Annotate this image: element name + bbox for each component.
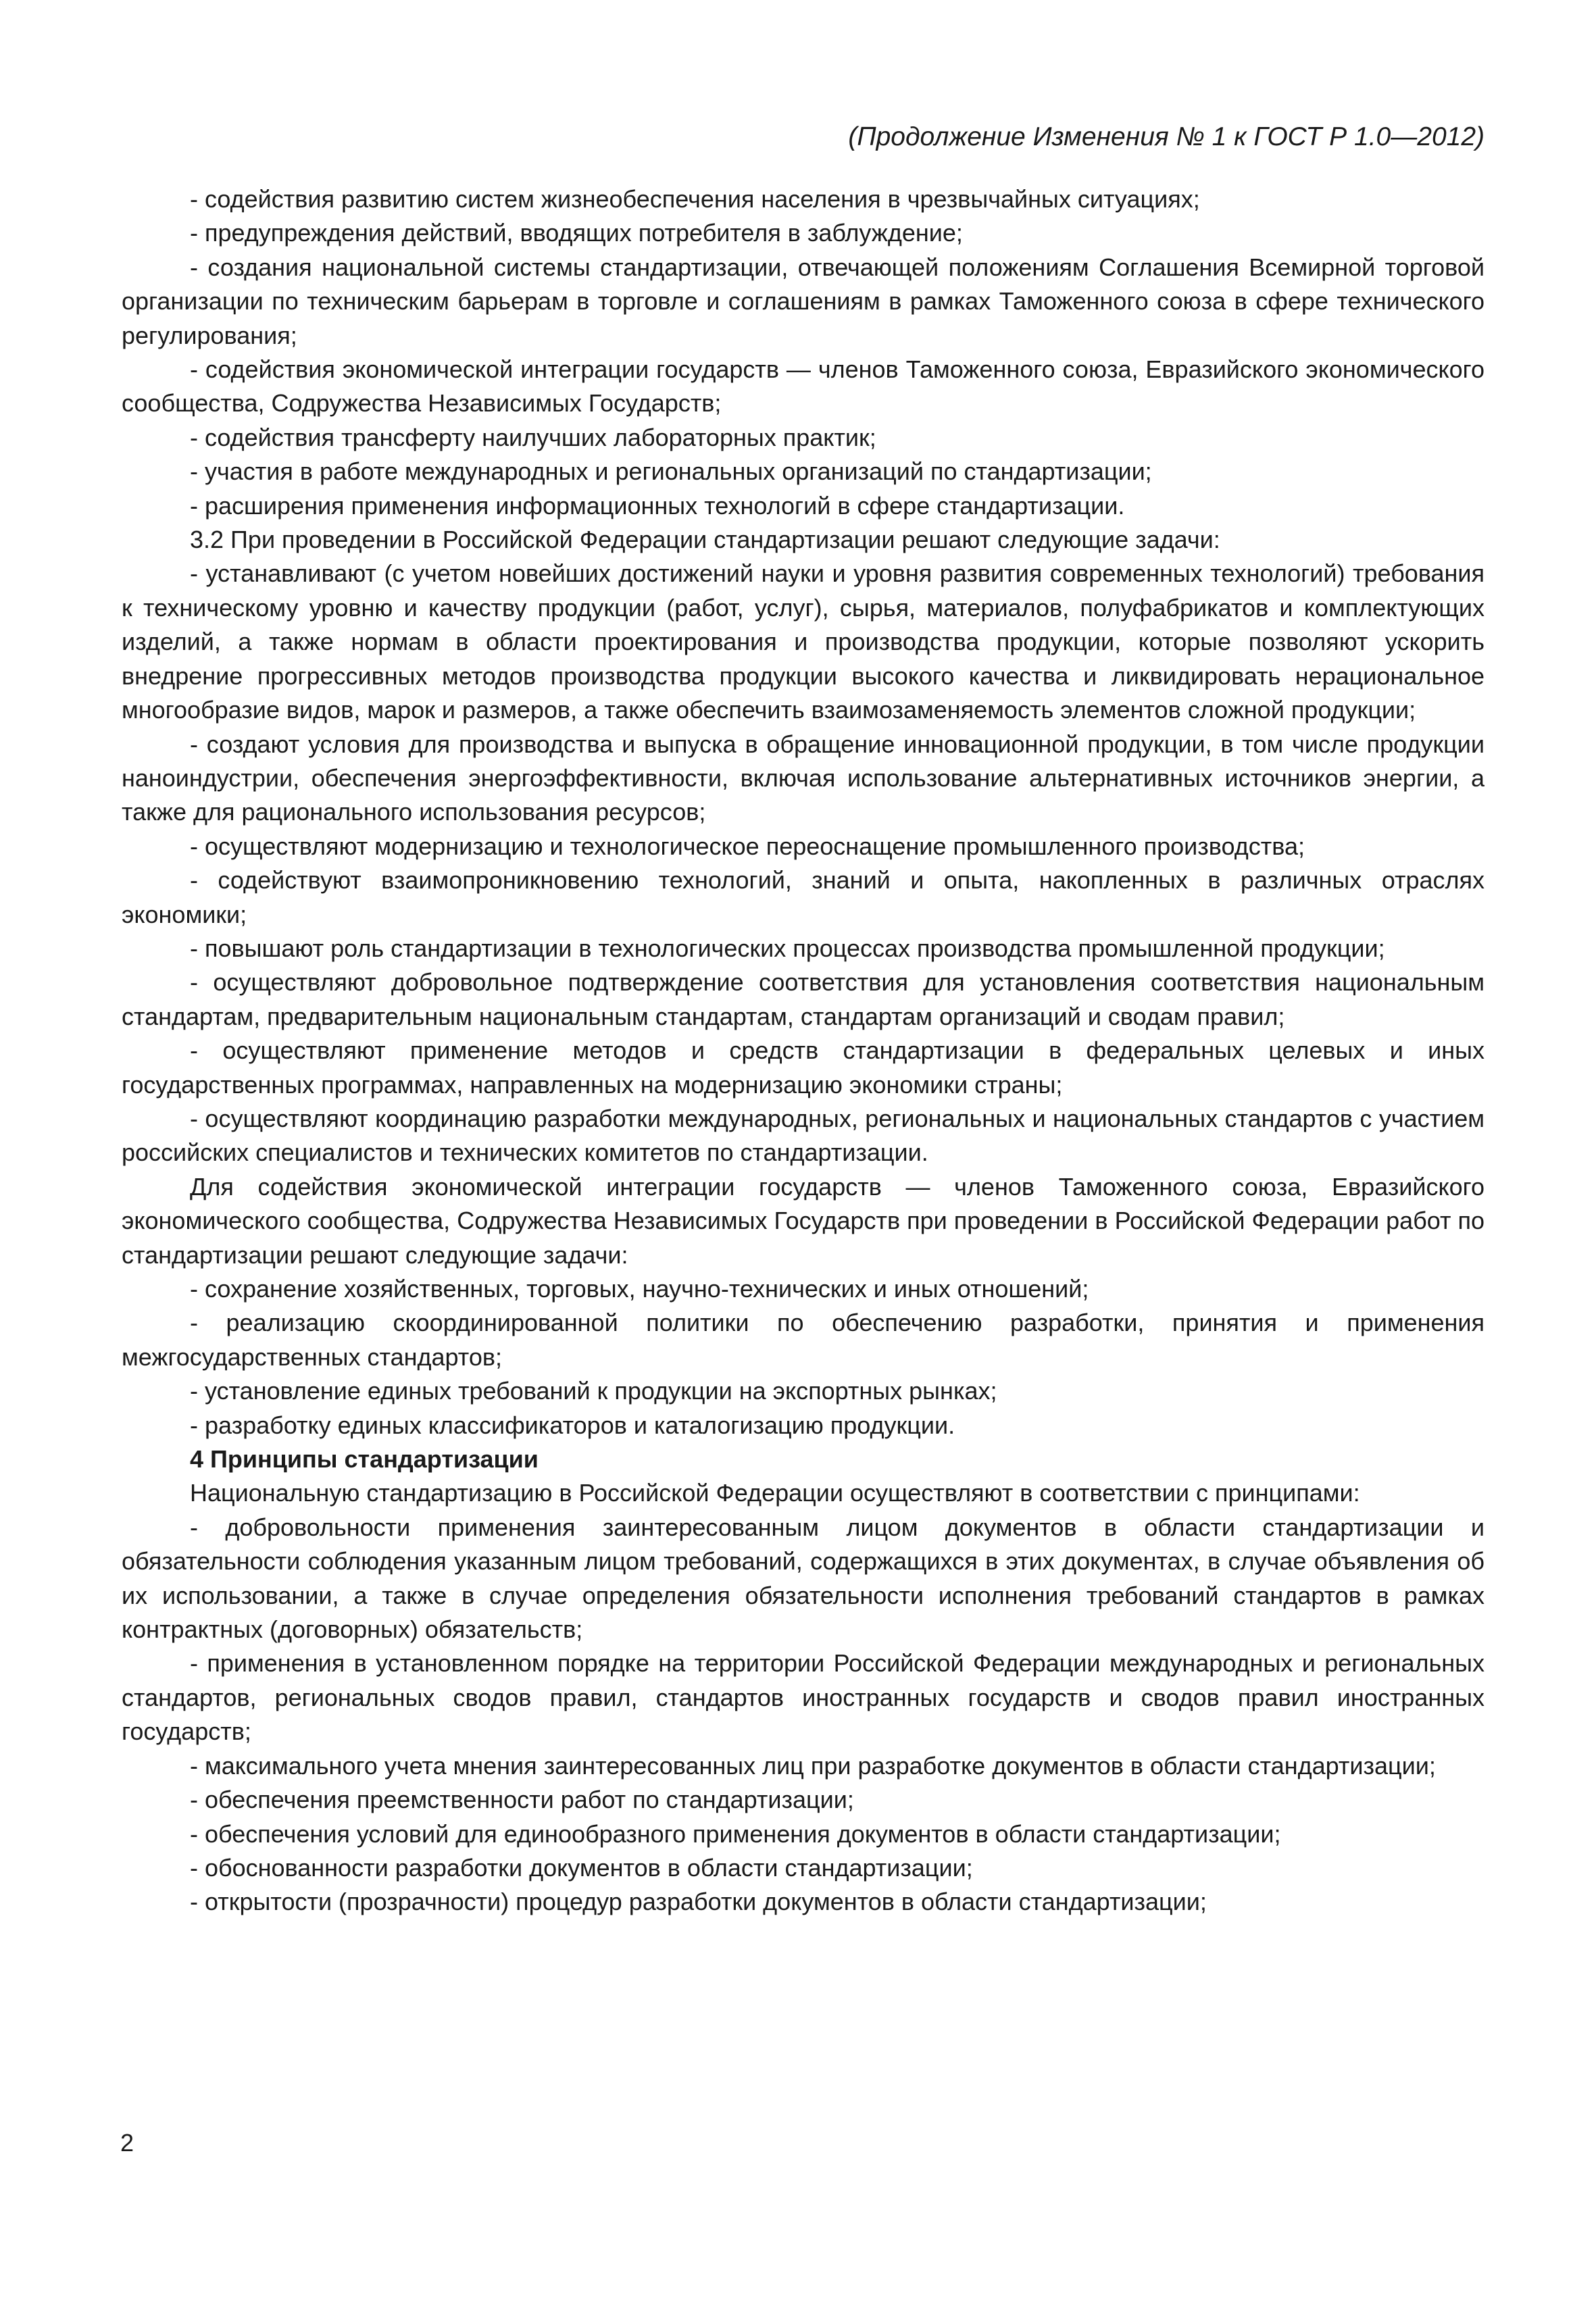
paragraph: - осуществляют модернизацию и технологическое переоснащение промышленного производства; [190,832,1305,860]
paragraph: - осуществляют координацию разработки международных, региональных и национальных стандартов с участием российских специалистов и технических комитетов по стандартизации. [122,1104,1485,1167]
paragraph: - создают условия для производства и выпуска в обращение инновационной продукции, в том числе продукции наноиндустрии, обеспечения энергоэффективности, включая использование альтернативных источников энергии, а также для рационального использования ресурсов; [122,730,1485,826]
paragraph: - содействия развитию систем жизнеобеспечения населения в чрезвычайных ситуациях; [190,185,1200,213]
paragraph: - открытости (прозрачности) процедур разработки документов в области стандартизации; [190,1888,1207,1916]
paragraph: - предупреждения действий, вводящих потребителя в заблуждение; [190,219,963,247]
paragraph: - содействуют взаимопроникновению технологий, знаний и опыта, накопленных в различных отраслях экономики; [122,866,1485,928]
paragraph: - обеспечения преемственности работ по стандартизации; [190,1786,854,1814]
paragraph: - обеспечения условий для единообразного применения документов в области стандартизации; [190,1819,1281,1848]
paragraph: - устанавливают (с учетом новейших достижений науки и уровня развития современных технологий) требования к техническому уровню и качеству продукции (работ, услуг), сырья, материалов, полуфабрикатов и комплектующих изделий, а также нормам в области проектирования и производства продукции, которые позволяют ускорить внедрение прогрессивных методов производства продукции высокого качества и ликвидировать нерациональное многообразие видов, марок и размеров, а также обеспечить взаимозаменяемость элементов сложной продукции; [122,559,1485,724]
paragraph: Для содействия экономической интеграции государств — членов Таможенного союза, Евразийского экономического сообщества, Содружества Независимых Государств при проведении в Российской Федерации работ по стандартизации решают следующие задачи: [122,1172,1485,1269]
paragraph: - содействия трансферту наилучших лабораторных практик; [190,423,876,451]
paragraph: - осуществляют применение методов и средств стандартизации в федеральных целевых и иных государственных программах, направленных на модернизацию экономики страны; [122,1036,1485,1099]
section-heading: 4 Принципы стандартизации [190,1445,539,1474]
paragraph: - сохранение хозяйственных, торговых, научно-технических и иных отношений; [190,1275,1089,1303]
paragraph: - разработку единых классификаторов и каталогизацию продукции. [190,1411,955,1439]
paragraph: - содействия экономической интеграции государств — членов Таможенного союза, Евразийского экономического сообщества, Содружества Независимых Государств; [122,355,1485,418]
paragraph: - участия в работе международных и региональных организаций по стандартизации; [190,457,1152,486]
paragraph: - добровольности применения заинтересованным лицом документов в области стандартизации и обязательности соблюдения указанным лицом требований, содержащихся в этих документах, в случае объявления об их использовании, а также в случае определения обязательности исполнения требований стандартов в рамках контрактных (договорных) обязательств; [122,1513,1485,1644]
clause-3-2: 3.2 При проведении в Российской Федерации стандартизации решают следующие задачи: [190,526,1220,554]
page-number: 2 [120,2129,134,2157]
paragraph: - обоснованности разработки документов в области стандартизации; [190,1853,973,1882]
paragraph: - реализацию скоординированной политики по обеспечению разработки, принятия и применения межгосударственных стандартов; [122,1309,1485,1371]
paragraph: - создания национальной системы стандартизации, отвечающей положениям Соглашения Всемирной торговой организации по техническим барьерам в торговле и соглашениям в рамках Таможенного союза в сфере технического регулирования; [122,253,1485,349]
paragraph: - повышают роль стандартизации в технологических процессах производства промышленной продукции; [190,934,1385,962]
running-header: (Продолжение Изменения № 1 к ГОСТ Р 1.0—2012) [848,122,1485,151]
paragraph: - установление единых требований к продукции на экспортных рынках; [190,1377,997,1405]
body-text [122,182,1485,1919]
paragraph: - расширения применения информационных технологий в сфере стандартизации. [190,491,1125,520]
paragraph: - осуществляют добровольное подтверждение соответствия для установления соответствия национальным стандартам, предварительным национальным стандартам, стандартам организаций и сводам правил; [122,968,1485,1030]
paragraph: Национальную стандартизацию в Российской Федерации осуществляют в соответствии с принципами: [190,1479,1360,1507]
paragraph: - максимального учета мнения заинтересованных лиц при разработке документов в области стандартизации; [190,1751,1436,1780]
paragraph: - применения в установленном порядке на территории Российской Федерации международных и региональных стандартов, региональных сводов правил, стандартов иностранных государств и сводов правил иностранных государств; [122,1649,1485,1746]
